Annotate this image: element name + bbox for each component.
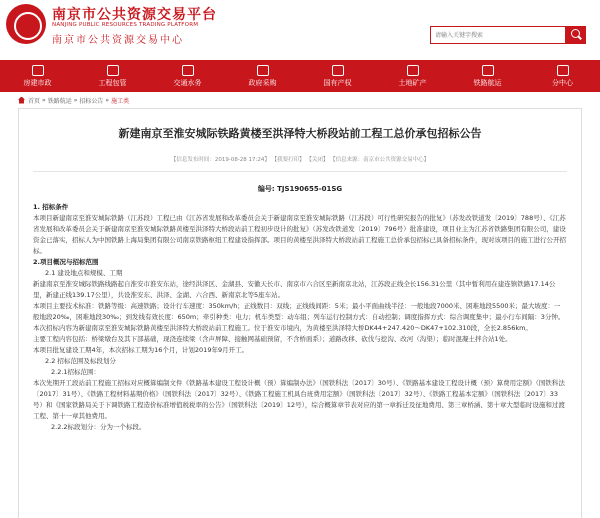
nav-item-engineering[interactable] <box>75 60 150 92</box>
breadcrumb-item[interactable]: 铁路航运 <box>47 97 72 105</box>
home-icon <box>18 97 25 104</box>
breadcrumb-separator: » <box>42 96 46 104</box>
site-header <box>0 0 600 60</box>
article-content <box>18 108 582 518</box>
breadcrumb-item[interactable]: 招标公告 <box>79 97 104 105</box>
article-paragraph: 本项目新建南京至淮安城际铁路（江苏段）工程已由《江苏省发展和改革委员会关于新建南京至淮安城际铁路（江苏段）可行性研究报告的批复》（苏发改铁道发〔2019〕788号）、《江苏省发展和改革委员会关于新建南京至淮安城际铁路黄楼至洪泽特大桥段站前工程初步设计的批复》（苏发改铁道发〔2019〕796号）批准建设，项目业主为江苏省铁路集团有限公司，建设资金已落实，招标人为中国铁路上海局集团有限公司南京铁路枢纽工程建设指挥部。项目的黄楼至洪泽特大桥段站前工程施工总价承包招标已具备招标条件，现对该项目的施工进行公开招标。 <box>33 214 566 255</box>
nav-label: 工程包管 <box>98 78 127 87</box>
article-paragraph: 主要工程内容包括：桥梁墩台及其下部基础，现浇连续梁（含声屏障、接触网基础预留，不含桥面系）；道路改移、砍伐与挖沟、改河（沟渠）；临时混凝土拌合站1处。 <box>33 335 512 343</box>
nav-label: 铁路航运 <box>473 78 502 87</box>
search-input[interactable] <box>430 26 566 44</box>
building-icon <box>32 65 44 76</box>
nav-label: 国有产权 <box>323 78 352 87</box>
breadcrumb-separator: » <box>105 96 110 104</box>
article-paragraph: 新建南京至淮安城际铁路线路起自淮安市淮安东站，途经洪泽区、金湖县、安徽天长市、南京市六合区至新南京北站，江苏段正线全长156.31公里（其中暂利用在建连镇铁路17.14公里，新建正线139.17公里），共设淮安东、洪泽、金湖、六合西、新南京北等5座车站。 <box>33 280 556 299</box>
article-paragraph: 2.2 招标范围及标段划分 <box>45 357 116 365</box>
nav-label: 分中心 <box>552 78 573 87</box>
breadcrumb-current: 施工类 <box>111 97 130 105</box>
nav-item-transport[interactable] <box>150 60 225 92</box>
article-code: 编号: TJS190655-01SG <box>257 185 343 193</box>
crane-icon <box>107 65 119 76</box>
nav-item-railway-shipping[interactable] <box>450 60 525 92</box>
main-nav <box>0 60 600 92</box>
plane-icon <box>482 65 494 76</box>
nav-item-branch[interactable] <box>525 60 600 92</box>
article-paragraph: 本项目批复建设工期4年，本次招标工期为16个月，计划2019年9月开工。 <box>33 346 249 354</box>
logo-title[interactable]: 南京市公共资源交易平台 <box>52 7 217 23</box>
breadcrumb-separator: » <box>73 96 78 104</box>
factory-icon <box>332 65 344 76</box>
nav-label: 房建市政 <box>23 78 52 87</box>
article-meta: 【信息发布时间：2019-08-28 17:24】 【我要打印】 【关闭】 【信息来源：南京市公共资源交易中心】 <box>33 155 567 172</box>
nav-item-procurement[interactable] <box>225 60 300 92</box>
article-paragraph: 2.2.2标段划分：分为一个标段。 <box>51 423 146 431</box>
article-paragraph: 2.2.1招标范围： <box>51 368 101 376</box>
article-title: 新建南京至淮安城际铁路黄楼至洪泽特大桥段站前工程工总价承包招标公告 <box>118 127 482 140</box>
network-icon <box>557 65 569 76</box>
article-body <box>33 202 567 433</box>
article-paragraph: 1. 招标条件 <box>33 203 69 211</box>
search-button[interactable] <box>566 26 586 44</box>
logo-emblem[interactable] <box>6 4 46 44</box>
article-paragraph: 本次招标内容为新建南京至淮安城际铁路黄楼至洪泽特大桥段站前工程施工。位于淮安市境内，为黄楼至洪泽特大桥DK44+247.420～DK47+102.310段，全长2.856km。 <box>33 324 532 332</box>
nav-label: 政府采购 <box>248 78 277 87</box>
nav-item-land-mineral[interactable] <box>375 60 450 92</box>
logo-english-name: NANJING PUBLIC RESOURCES TRADING PLATFORM <box>52 22 199 28</box>
article-paragraph: 本次先期开工段站前工程施工招标对应概算编制文件《铁路基本建设工程设计概（预）算编制办法》（国铁科法〔2017〕30号）、《铁路基本建设工程设计概（预）算费用定额》（国铁科法〔2017〕31号）、《铁路工程材料基期价格》（国铁科法〔2017〕32号）、《铁路工程施工机具台班费用定额》（国铁科法〔2017〕32号）、《铁路工程基本定额》（国铁科法〔2017〕33号）和《国家铁路局关于下调铁路工程造价标准增值税税率的公告》（国铁科法〔2019〕12号），综合概算章节表对应的第一章拆迁及征地费用、第三章桥涵、第十章大型临时设施和过渡工程、第十一章其他费用。 <box>33 379 565 420</box>
breadcrumb <box>18 94 129 106</box>
cart-icon <box>257 65 269 76</box>
nav-label: 土地矿产 <box>398 78 427 87</box>
bus-icon <box>182 65 194 76</box>
article-paragraph: 本项目主要技术标准：铁路等级：高速铁路；设计行车速度：350km/h；正线数目：双线；正线线间距：5米；最小平面曲线半径：一般地段7000米、困难地段5500米；最大坡度：一般地段20‰，困难地段30‰；到发线有效长度：650m；牵引种类：电力；机车类型：动车组；列车运行控制方式：自动控制；调度指挥方式：综合调度集中；最小行车间隔：3分钟。 <box>33 302 565 321</box>
nav-item-state-property[interactable] <box>300 60 375 92</box>
breadcrumb-home[interactable]: 首页 <box>28 97 41 105</box>
nav-label: 交通水务 <box>173 78 202 87</box>
nav-item-housing[interactable] <box>0 60 75 92</box>
mountain-icon <box>407 65 419 76</box>
article-paragraph: 2.1 建设地点和规模、工期 <box>45 269 123 277</box>
logo-subtitle: 南京市公共资源交易中心 <box>52 35 184 46</box>
article-paragraph: 2.项目概况与招标范围 <box>33 258 99 266</box>
